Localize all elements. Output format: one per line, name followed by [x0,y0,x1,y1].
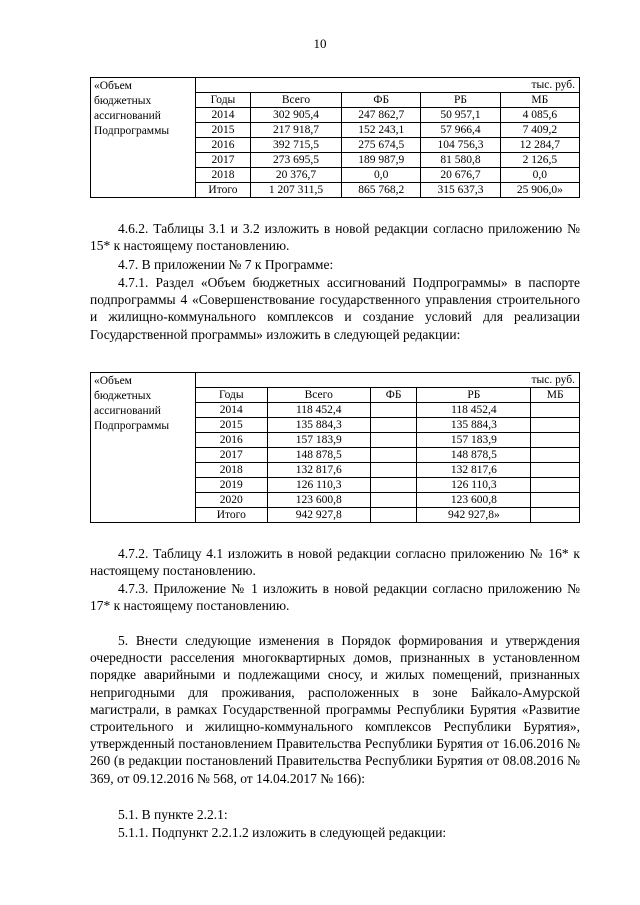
table-cell: 104 756,3 [421,138,500,153]
table-cell: Итого [196,508,268,523]
table-cell: 1 207 311,5 [250,183,341,198]
table-cell: 12 284,7 [500,138,579,153]
table-cell: 135 884,3 [417,418,531,433]
header-cell: ФБ [370,388,416,403]
table-cell [531,403,580,418]
table-cell [370,403,416,418]
header-cell: МБ [500,93,579,108]
table-cell: 81 580,8 [421,153,500,168]
header-cell: Годы [196,388,268,403]
table-cell [370,433,416,448]
paragraph-5-1: 5.1. В пункте 2.2.1: [118,807,228,822]
table-cell: 2 126,5 [500,153,579,168]
table-cell: 20 676,7 [421,168,500,183]
unit-label: тыс. руб. [196,78,580,93]
table-cell: 315 637,3 [421,183,500,198]
table-cell: 0,0 [342,168,421,183]
table-cell: 123 600,8 [267,493,370,508]
table-cell [531,493,580,508]
paragraph-4-7: 4.7. В приложении № 7 к Программе: [118,257,334,272]
table-cell: 2015 [196,123,251,138]
table-cell: 152 243,1 [342,123,421,138]
table-cell: 2014 [196,403,268,418]
table-cell: 247 862,7 [342,108,421,123]
table-cell: 2017 [196,448,268,463]
table-cell: 0,0 [500,168,579,183]
table-cell: 942 927,8» [417,508,531,523]
table-cell: 865 768,2 [342,183,421,198]
table-cell: 7 409,2 [500,123,579,138]
table-cell [370,478,416,493]
paragraph-4-7-3: 4.7.3. Приложение № 1 изложить в новой редакции согласно приложению № 17* к настоящему постановлению. [90,581,580,614]
table-cell: 302 905,4 [250,108,341,123]
table-cell: 4 085,6 [500,108,579,123]
paragraph-4-6-2: 4.6.2. Таблицы 3.1 и 3.2 изложить в новой редакции согласно приложению № 15* к настоящему постановлению. [90,221,580,254]
table-cell [370,493,416,508]
table-cell: 20 376,7 [250,168,341,183]
header-cell: МБ [531,388,580,403]
header-cell: Годы [196,93,251,108]
paragraph-4-7-1: 4.7.1. Раздел «Объем бюджетных ассигнований Подпрограммы» в паспорте подпрограммы 4 «Совершенствование государственного управления строительного и жилищно-коммунального комплексов и создание условий для реализации Государственной программы» изложить в следующей редакции: [90,275,580,342]
table-cell [370,418,416,433]
table-cell: 2016 [196,433,268,448]
page-number: 10 [313,36,327,51]
table-cell: 123 600,8 [417,493,531,508]
table-cell [370,448,416,463]
table-cell: 2019 [196,478,268,493]
table-cell: 25 906,0» [500,183,579,198]
table-cell: 2016 [196,138,251,153]
table-cell: Итого [196,183,251,198]
table-cell [531,508,580,523]
table-cell: 157 183,9 [267,433,370,448]
table-cell: 126 110,3 [267,478,370,493]
table-cell: 118 452,4 [267,403,370,418]
table-cell: 2017 [196,153,251,168]
table-cell: 2020 [196,493,268,508]
table-cell: 942 927,8 [267,508,370,523]
table-cell: 135 884,3 [267,418,370,433]
table-cell: 273 695,5 [250,153,341,168]
header-cell: ФБ [342,93,421,108]
table-cell [531,463,580,478]
table-cell: 132 817,6 [267,463,370,478]
table-cell [531,478,580,493]
table-cell: 126 110,3 [417,478,531,493]
table-cell [531,433,580,448]
budget-table-1 [90,77,580,198]
table-cell [531,448,580,463]
table-cell: 57 966,4 [421,123,500,138]
table-cell: 2018 [196,168,251,183]
table-label: «Объем бюджетных ассигнований Подпрограммы [91,78,196,198]
table-cell: 2018 [196,463,268,478]
table-cell: 2014 [196,108,251,123]
unit-label: тыс. руб. [196,373,580,388]
table-cell: 148 878,5 [417,448,531,463]
header-cell: РБ [421,93,500,108]
header-cell: РБ [417,388,531,403]
table-cell: 148 878,5 [267,448,370,463]
table-cell [370,508,416,523]
paragraph-5: 5. Внести следующие изменения в Порядок формирования и утверждения очередности расселения многоквартирных домов, признанных в установленном порядке аварийными и подлежащими сносу, и жилых помещений, признанных непригодными для проживания, расположенных в зоне Байкало-Амурской магистрали, в рамках Государственной программы Республики Бурятия «Развитие строительного и жилищно-коммунального комплексов Республики Бурятия», утвержденный постановлением Правительства Республики Бурятия от 16.06.2016 № 260 (в редакции постановлений Правительства Республики Бурятия от 08.08.2016 № 369, от 09.12.2016 № 568, от 14.04.2017 № 166): [90,633,580,786]
table-cell [531,418,580,433]
table-cell [370,463,416,478]
table-cell: 217 918,7 [250,123,341,138]
table-cell: 50 957,1 [421,108,500,123]
table-cell: 118 452,4 [417,403,531,418]
table-cell: 2015 [196,418,268,433]
paragraph-5-1-1: 5.1.1. Подпункт 2.2.1.2 изложить в следующей редакции: [118,825,447,840]
table-cell: 392 715,5 [250,138,341,153]
table-cell: 132 817,6 [417,463,531,478]
table-cell: 157 183,9 [417,433,531,448]
header-cell: Всего [267,388,370,403]
paragraph-4-7-2: 4.7.2. Таблицу 4.1 изложить в новой редакции согласно приложению № 16* к настоящему постановлению. [90,546,580,579]
header-cell: Всего [250,93,341,108]
budget-table-2 [90,372,580,523]
table-label: «Объем бюджетных ассигнований Подпрограммы [91,373,196,523]
table-cell: 275 674,5 [342,138,421,153]
table-cell: 189 987,9 [342,153,421,168]
